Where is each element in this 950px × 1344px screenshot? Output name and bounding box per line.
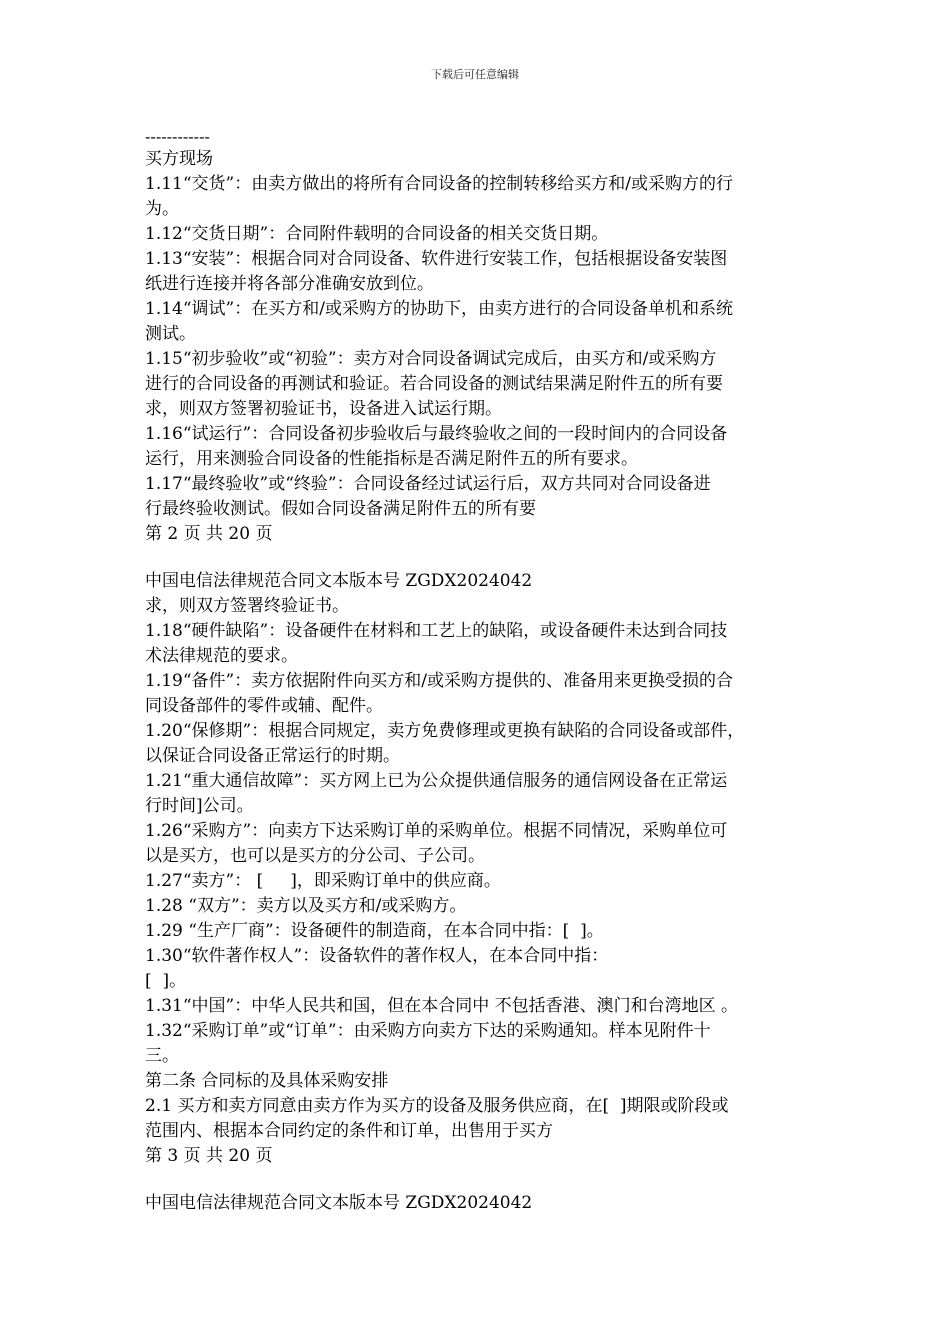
text-line: 范围内、根据本合同约定的条件和订单，出售用于买方 [145,1121,553,1141]
text-line: 运行，用来测验合同设备的性能指标是否满足附件五的所有要求。 [145,449,638,469]
text-line: 第二条 合同标的及具体采购安排 [145,1071,389,1091]
text-line: 1.16“试运行”：合同设备初步验收后与最终验收之间的一段时间内的合同设备 [145,424,728,444]
text-line: 术法律规范的要求。 [145,646,298,666]
text-line: 1.32“采购订单”或“订单”：由采购方向卖方下达的采购通知。样本见附件十 [145,1021,711,1041]
text-line: 1.12“交货日期”：合同附件载明的合同设备的相关交货日期。 [145,224,609,244]
text-block-page-4 [145,1191,825,1216]
text-line: 同设备部件的零件或辅、配件。 [145,696,383,716]
text-line: 1.28 “双方”：卖方以及买方和/或采购方。 [145,896,467,916]
text-line: [ ]。 [145,971,187,991]
text-line: 1.26“采购方”：向卖方下达采购订单的采购单位。根据不同情况，采购单位可 [145,821,728,841]
text-line: 求，则双方签署终验证书。 [145,596,349,616]
text-line: 行时间]公司。 [145,796,254,816]
text-line: 测试。 [145,324,196,344]
text-line: 纸进行连接并将各部分准确安放到位。 [145,274,434,294]
text-line: 以是买方，也可以是买方的分公司、子公司。 [145,846,485,866]
text-line: 1.11“交货”：由卖方做出的将所有合同设备的控制转移给买方和/或采购方的行 [145,174,733,194]
text-line: 1.27“卖方”： [ ]，即采购订单中的供应商。 [145,871,501,891]
text-block-page-2 [145,147,825,547]
text-line: 1.15“初步验收”或“初验”：卖方对合同设备调试完成后，由买方和/或采购方 [145,349,717,369]
text-line: 行最终验收测试。假如合同设备满足附件五的所有要 [145,499,536,519]
text-line: 1.19“备件”：卖方依据附件向买方和/或采购方提供的、准备用来更换受损的合 [145,671,733,691]
text-line: 求，则双方签署初验证书，设备进入试运行期。 [145,399,502,419]
text-line: 第 2 页 共 20 页 [145,524,273,544]
text-line: 1.29 “生产厂商”：设备硬件的制造商，在本合同中指：[ ]。 [145,921,604,941]
text-line: 为。 [145,199,179,219]
separator-line: ------------ [145,127,210,146]
text-line: 1.21“重大通信故障”：买方网上已为公众提供通信服务的通信网设备在正常运 [145,771,728,791]
text-line: 1.13“安装”：根据合同对合同设备、软件进行安装工作，包括根据设备安装图 [145,249,728,269]
text-line: 中国电信法律规范合同文本版本号 ZGDX2024042 [145,1193,533,1213]
text-line: 1.17“最终验收”或“终验”：合同设备经过试运行后，双方共同对合同设备进 [145,474,711,494]
text-line: 中国电信法律规范合同文本版本号 ZGDX2024042 [145,571,533,591]
text-line: 2.1 买方和卖方同意由卖方作为买方的设备及服务供应商，在[ ]期限或阶段或 [145,1096,729,1116]
page-gap [145,547,825,569]
text-line: 进行的合同设备的再测试和验证。若合同设备的测试结果满足附件五的所有要 [145,374,723,394]
text-block-page-3 [145,569,825,1169]
text-line: 买方现场 [145,149,213,169]
document-body [145,127,825,1216]
text-line: 第 3 页 共 20 页 [145,1146,273,1166]
text-line: 1.30“软件著作权人”：设备软件的著作权人，在本合同中指： [145,946,609,966]
page-header: 下载后可任意编辑 [431,68,519,81]
text-line: 三。 [145,1046,179,1066]
text-line: 1.31“中国”：中华人民共和国，但在本合同中 不包括香港、澳门和台湾地区 。 [145,996,739,1016]
text-line: 以保证合同设备正常运行的时期。 [145,746,400,766]
page-gap [145,1169,825,1191]
text-line: 1.18“硬件缺陷”：设备硬件在材料和工艺上的缺陷，或设备硬件未达到合同技 [145,621,728,641]
text-line: 1.14“调试”：在买方和/或采购方的协助下，由卖方进行的合同设备单机和系统 [145,299,733,319]
text-line: 1.20“保修期”：根据合同规定，卖方免费修理或更换有缺陷的合同设备或部件， [145,721,745,741]
